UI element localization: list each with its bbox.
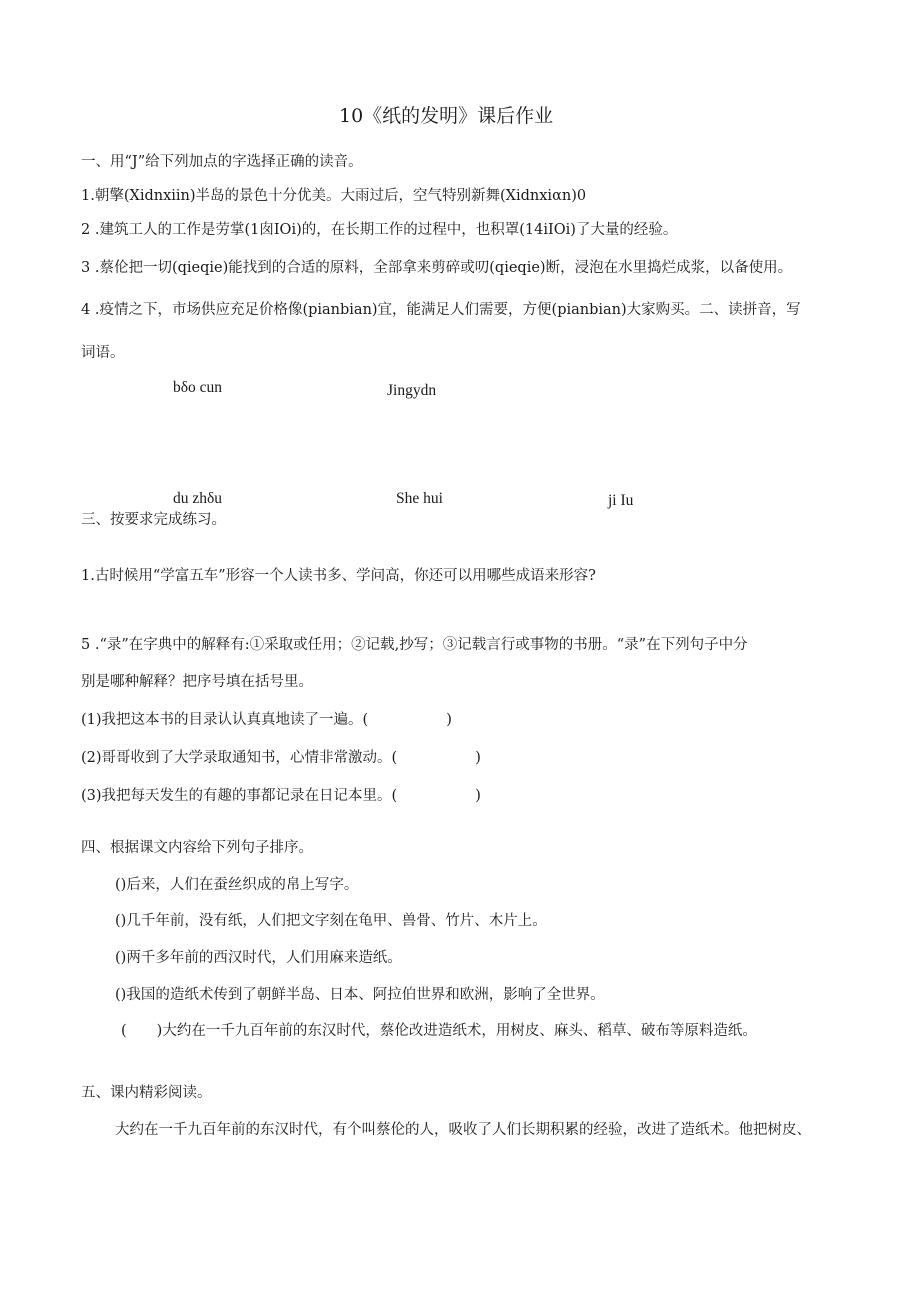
ordering-item xyxy=(121,1021,757,1041)
ordering-open-paren: ( xyxy=(121,1023,127,1039)
section3-heading: 三、按要求完成练习。 xyxy=(81,512,226,528)
question-1-2: 2 .建筑工人的工作是劳掌(1囱IOi)的，在长期工作的过程中，也积罩(14iIOi)了大量的经验。 xyxy=(81,222,678,238)
pinyin-item: Jingydn xyxy=(387,382,437,399)
pinyin-item: du zhδu xyxy=(173,490,223,507)
page-title: 10《纸的发明》课后作业 xyxy=(339,105,554,127)
question-3-5-line1: 5 .“录”在字典中的解释有:①采取或任用；②记载,抄写；③记载言行或事物的书册。“录”在下列句子中分 xyxy=(81,637,748,653)
ordering-item: ()我国的造纸术传到了朝鲜半岛、日本、阿拉伯世界和欧洲，影响了全世界。 xyxy=(115,987,605,1003)
section1-heading: 一、用“J”给下列加点的字选择正确的读音。 xyxy=(81,154,363,170)
answer-item xyxy=(81,786,481,806)
pinyin-item: She hui xyxy=(396,490,443,507)
answer-blank-close: ) xyxy=(475,788,481,804)
answer-blank-close: ) xyxy=(475,750,481,766)
ordering-item: ()几千年前，没有纸，人们把文字刻在龟甲、兽骨、竹片、木片上。 xyxy=(115,913,547,929)
section5-heading: 五、课内精彩阅读。 xyxy=(81,1085,212,1101)
pinyin-item: ji Iu xyxy=(608,492,634,509)
answer-item xyxy=(81,748,481,768)
reading-paragraph: 大约在一千九百年前的东汉时代，有个叫蔡伦的人，吸收了人们长期积累的经验，改进了造纸术。他把树皮、 xyxy=(115,1122,811,1138)
ordering-item: ()后来，人们在蚕丝织成的帛上写字。 xyxy=(115,877,359,893)
answer-item xyxy=(81,710,452,730)
answer-item-text: (3)我把每天发生的有趣的事都记录在日记本里。( xyxy=(81,788,398,804)
ordering-item: ()两千多年前的西汉时代，人们用麻来造纸。 xyxy=(115,950,402,966)
ordering-item-text: )大约在一千九百年前的东汉时代，蔡伦改进造纸术，用树皮、麻头、稻草、破布等原料造纸。 xyxy=(156,1023,757,1039)
section4-heading: 四、根据课文内容给下列句子排序。 xyxy=(81,840,313,856)
question-3-5-line2: 别是哪种解释？把序号填在括号里。 xyxy=(81,674,313,690)
question-1-4-line1: 4 .疫情之下，市场供应充足价格像(pianbian)宜，能满足人们需要，方便(pianbian)大家购买。二、读拼音，写 xyxy=(81,302,801,318)
pinyin-item: bδo cun xyxy=(173,379,223,396)
question-1-3: 3 .蔡伦把一切(qieqie)能找到的合适的原料，全部拿来剪碎或叨(qieqie)断，浸泡在水里捣烂成浆，以备使用。 xyxy=(81,260,793,276)
answer-item-text: (2)哥哥收到了大学录取通知书，心情非常激动。( xyxy=(81,750,398,766)
question-3-1: 1.古时候用“学富五车”形容一个人读书多、学问高，你还可以用哪些成语来形容? xyxy=(81,568,596,584)
answer-blank-close: ) xyxy=(446,712,452,728)
question-1-1: 1.朝擎(Xidnxiin)半岛的景色十分优美。大雨过后，空气特别新舞(Xidnxiαn)0 xyxy=(81,188,587,204)
question-1-4-line2: 词语。 xyxy=(81,345,125,361)
answer-item-text: (1)我把这本书的目录认认真真地读了一遍。( xyxy=(81,712,369,728)
